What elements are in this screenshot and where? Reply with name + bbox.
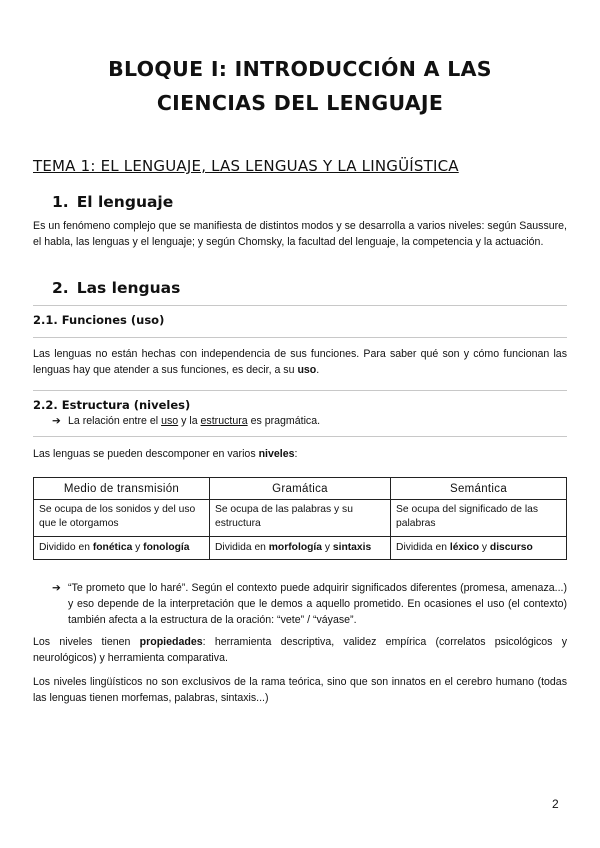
table-header-cell: Medio de transmisión xyxy=(34,478,210,500)
levels-intro-text: Las lenguas se pueden descomponer en varios xyxy=(33,448,259,460)
example-bullet xyxy=(52,580,567,628)
document-title xyxy=(40,52,560,120)
divider xyxy=(33,390,567,391)
levels-intro xyxy=(33,446,567,462)
cell-text: y xyxy=(132,542,144,553)
page-number: 2 xyxy=(552,797,559,811)
levels-table xyxy=(33,477,567,560)
section-2-title: Las lenguas xyxy=(76,279,181,297)
title-line-1: BLOQUE I: INTRODUCCIÓN A LAS xyxy=(108,57,492,81)
subsection-2-2-heading: 2.2. Estructura (niveles) xyxy=(33,398,191,412)
arrow-icon: ➔ xyxy=(52,582,61,594)
estructura-underlined: estructura xyxy=(200,415,248,427)
cell-text: y xyxy=(321,542,333,553)
table-header-cell: Semántica xyxy=(391,478,567,500)
relation-bullet xyxy=(52,413,567,429)
example-text: “Te prometo que lo haré”. Según el contexto puede adquirir significados diferentes (promesa, amenaza...) y eso depende de la interpretación que le demos a aquello prometido. En ocasiones el uso (el contexto) también afecta a la estructura de la oración: “vete” / “váyase”. xyxy=(68,582,567,626)
cell-bold: fonología xyxy=(143,542,190,553)
table-header-row xyxy=(34,478,567,500)
cell-bold: discurso xyxy=(489,542,533,553)
bullet-text: y la xyxy=(178,415,201,427)
section-1-paragraph: Es un fenómeno complejo que se manifiesta de distintos modos y se desarrolla a varios niveles: según Saussure, el habla, las lenguas y el lenguaje; y según Chomsky, la facultad del lenguaje, la competencia y la actuación. xyxy=(33,220,567,248)
title-line-2: CIENCIAS DEL LENGUAJE xyxy=(156,91,444,115)
divider xyxy=(33,337,567,338)
divider xyxy=(33,305,567,306)
final-paragraph: Los niveles lingüísticos no son exclusivos de la rama teórica, sino que son innatos en el cerebro humano (todas las lenguas tienen morfemas, palabras, sintaxis...) xyxy=(33,676,567,704)
table-cell: Se ocupa de las palabras y su estructura xyxy=(209,500,390,537)
levels-intro-end: : xyxy=(294,448,298,460)
cell-bold: léxico xyxy=(449,542,480,553)
table-header-cell: Gramática xyxy=(209,478,390,500)
section-2-number: 2. xyxy=(52,279,69,297)
funciones-text: Las lenguas no están hechas con independencia de sus funciones. Para saber qué son y cómo funcionan las lenguas hay que atender a sus funciones, es decir, a su xyxy=(33,348,567,376)
table-cell xyxy=(209,537,390,560)
table-row xyxy=(34,500,567,537)
cell-text: y xyxy=(479,542,490,553)
arrow-icon: ➔ xyxy=(52,415,61,427)
section-1-number: 1. xyxy=(52,193,69,211)
cell-text: Dividida en xyxy=(214,542,269,553)
cell-bold: morfología xyxy=(268,542,322,553)
properties-paragraph xyxy=(33,634,567,666)
properties-text: Los niveles tienen xyxy=(33,636,140,648)
bullet-text: La relación entre el xyxy=(68,415,162,427)
subsection-2-1-paragraph xyxy=(33,346,567,378)
section-1-title: El lenguaje xyxy=(76,193,174,211)
cell-bold: fonética xyxy=(92,542,133,553)
section-2-heading xyxy=(52,279,180,297)
table-cell xyxy=(34,537,210,560)
cell-text: Dividido en xyxy=(39,542,93,553)
tema-heading: TEMA 1: EL LENGUAJE, LAS LENGUAS Y LA LINGÜÍSTICA xyxy=(33,157,459,175)
cell-text: Dividida en xyxy=(396,542,450,553)
properties-text: : herramienta descriptiva, validez empírica (correlatos psicológicos y neurológicos) y herramienta comparativa. xyxy=(33,636,567,664)
niveles-emphasis: niveles xyxy=(258,448,295,460)
subsection-2-1-heading: 2.1. Funciones (uso) xyxy=(33,313,165,327)
table-cell xyxy=(391,537,567,560)
funciones-end: . xyxy=(316,364,320,376)
uso-emphasis: uso xyxy=(297,364,317,376)
table-cell: Se ocupa del significado de las palabras xyxy=(391,500,567,537)
table-row xyxy=(34,537,567,560)
divider xyxy=(33,436,567,437)
bullet-text: es pragmática. xyxy=(247,415,321,427)
propiedades-emphasis: propiedades xyxy=(139,636,203,648)
cell-bold: sintaxis xyxy=(332,542,372,553)
table-cell: Se ocupa de los sonidos y del uso que le otorgamos xyxy=(34,500,210,537)
uso-underlined: uso xyxy=(161,415,179,427)
section-1-heading xyxy=(52,193,173,211)
